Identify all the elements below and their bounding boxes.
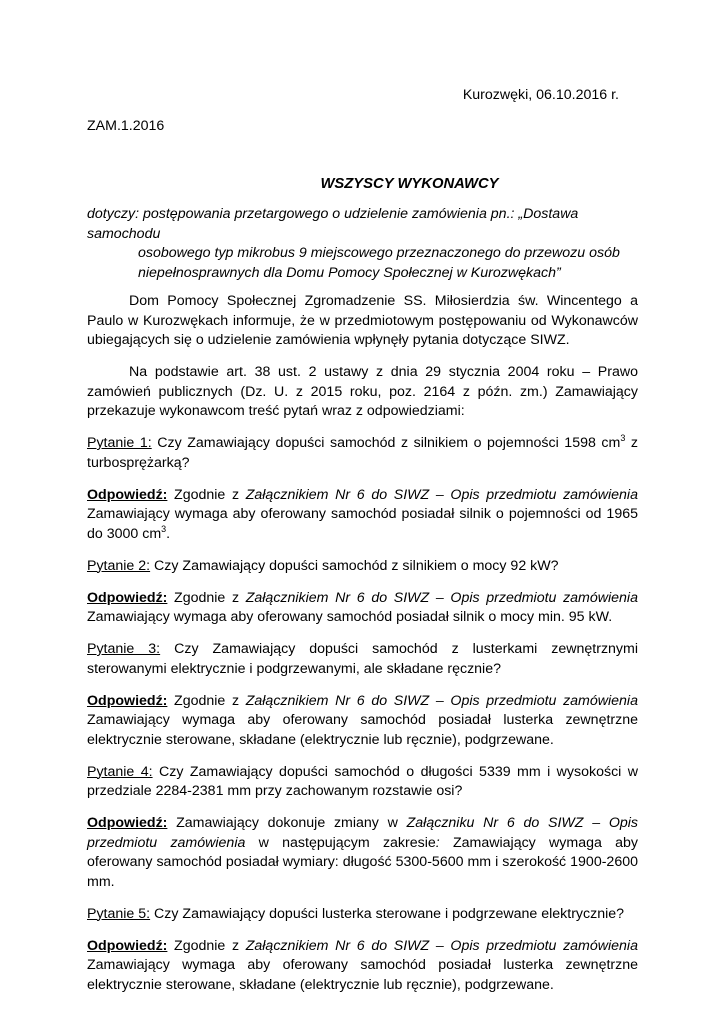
question-1-text: Czy Zamawiający dopuści samochód z silnikiem o pojemności 1598 cm bbox=[151, 435, 621, 451]
letter-body bbox=[87, 292, 638, 1008]
answer-5-label: Odpowiedź: bbox=[87, 937, 168, 954]
answer-5-attachment: Załącznikiem Nr 6 do SIWZ – Opis przedmiotu zamówienia bbox=[245, 937, 638, 954]
answer-5-text: Zamawiający wymaga aby oferowany samochód posiadał lusterka zewnętrzne elektrycznie sterowane, składane (elektrycznie lub ręcznie), podgrzewane. bbox=[87, 957, 638, 993]
question-3 bbox=[87, 640, 638, 679]
answer-3-attachment: Załącznikiem Nr 6 do SIWZ – Opis przedmiotu zamówienia bbox=[245, 692, 638, 709]
subject-first-line: dotyczy: postępowania przetargowego o udzielenie zamówienia pn.: „Dostawa samochodu bbox=[87, 206, 579, 242]
answer-1-text: Zamawiający wymaga aby oferowany samochód posiadał silnik o pojemności od 1965 do 3000 cm bbox=[87, 506, 638, 542]
question-1 bbox=[87, 434, 638, 473]
question-4-label: Pytanie 4: bbox=[87, 763, 153, 780]
answer-1-attachment: Załącznikiem Nr 6 do SIWZ – Opis przedmiotu zamówienia bbox=[245, 486, 638, 503]
answer-1 bbox=[87, 486, 638, 545]
question-2-label: Pytanie 2: bbox=[87, 557, 151, 574]
answer-2-text: Zamawiający wymaga aby oferowany samochód posiadał silnik o mocy min. 95 kW. bbox=[87, 609, 613, 625]
subject-continuation: osobowego typ mikrobus 9 miejscowego przeznaczonego do przewozu osób niepełnosprawnych dla Domu Pomocy Społecznej w Kurozwękach” bbox=[138, 245, 620, 281]
answer-3-pre: Zgodnie z bbox=[167, 692, 246, 709]
answer-1-label: Odpowiedź: bbox=[87, 486, 168, 503]
question-5 bbox=[87, 905, 638, 925]
answer-4 bbox=[87, 814, 638, 892]
answer-2-pre: Zgodnie z bbox=[167, 589, 246, 606]
answer-2-label: Odpowiedź: bbox=[87, 589, 168, 606]
question-1-label: Pytanie 1: bbox=[87, 435, 152, 451]
question-3-text: Czy Zamawiający dopuści samochód z lusterkami zewnętrznymi sterowanymi elektrycznie i podgrzewanymi, ale składane ręcznie? bbox=[87, 641, 638, 677]
answer-4-text: Zamawiający wymaga aby oferowany samochód posiadał wymiary: długość 5300-5600 mm i szerokość 1900-2600 mm. bbox=[87, 834, 639, 890]
answer-4-pre: Zamawiający dokonuje zmiany w bbox=[167, 815, 407, 831]
addressee-heading: WSZYSCY WYKONAWCY bbox=[320, 176, 499, 192]
answer-2-attachment: Załącznikiem Nr 6 do SIWZ – Opis przedmiotu zamówienia bbox=[245, 589, 638, 606]
answer-3-label: Odpowiedź: bbox=[87, 692, 168, 709]
question-1-tail: z turbosprężarką? bbox=[87, 435, 638, 471]
superscript-3: 3 bbox=[620, 433, 626, 443]
answer-1-pre: Zgodnie z bbox=[167, 486, 246, 503]
question-4 bbox=[87, 763, 638, 802]
answer-5-pre: Zgodnie z bbox=[167, 937, 246, 954]
answer-4-attachment: Załączniku Nr 6 do SIWZ – Opis przedmiotu zamówienia bbox=[87, 815, 639, 851]
superscript-3: 3 bbox=[161, 523, 167, 534]
answer-3 bbox=[87, 692, 638, 751]
question-5-label: Pytanie 5: bbox=[87, 905, 151, 922]
answer-5 bbox=[87, 937, 638, 996]
answer-4-label: Odpowiedź: bbox=[87, 815, 168, 831]
subject-block bbox=[87, 205, 640, 283]
answer-1-tail: . bbox=[166, 525, 171, 542]
intro-paragraph-1: Dom Pomocy Społecznej Zgromadzenie SS. Miłosierdzia św. Wincentego a Paulo w Kurozwękach informuje, że w przedmiotowym postępowaniu od Wykonawców ubiegających się o udzielenie zamówienia wpłynęły pytania dotyczące SIWZ. bbox=[87, 293, 638, 348]
question-3-label: Pytanie 3: bbox=[87, 641, 161, 657]
place-date: Kurozwęki, 06.10.2016 r. bbox=[462, 87, 619, 103]
reference-number: ZAM.1.2016 bbox=[87, 118, 165, 134]
answer-3-text: Zamawiający wymaga aby oferowany samochód posiadał lusterka zewnętrzne elektrycznie sterowane, składane (elektrycznie lub ręcznie), podgrzewane. bbox=[87, 712, 638, 748]
answer-4-mid: w następującym zakresie bbox=[245, 834, 436, 851]
question-4-text: Czy Zamawiający dopuści samochód o długości 5339 mm i wysokości w przedziale 2284-2381 mm przy zachowanym rozstawie osi? bbox=[87, 763, 638, 799]
answer-2 bbox=[87, 589, 638, 628]
question-5-text: Czy Zamawiający dopuści lusterka sterowane i podgrzewane elektrycznie? bbox=[150, 905, 625, 922]
question-2-text: Czy Zamawiający dopuści samochód z silnikiem o mocy 92 kW? bbox=[150, 557, 559, 574]
intro-paragraph-2: Na podstawie art. 38 ust. 2 ustawy z dnia 29 stycznia 2004 roku – Prawo zamówień publicznych (Dz. U. z 2015 roku, poz. 2164 z późn. zm.) Zamawiający przekazuje wykonawcom treść pytań wraz z odpowiedziami: bbox=[87, 364, 638, 419]
answer-4-colon: : bbox=[435, 834, 440, 851]
question-2 bbox=[87, 557, 638, 577]
